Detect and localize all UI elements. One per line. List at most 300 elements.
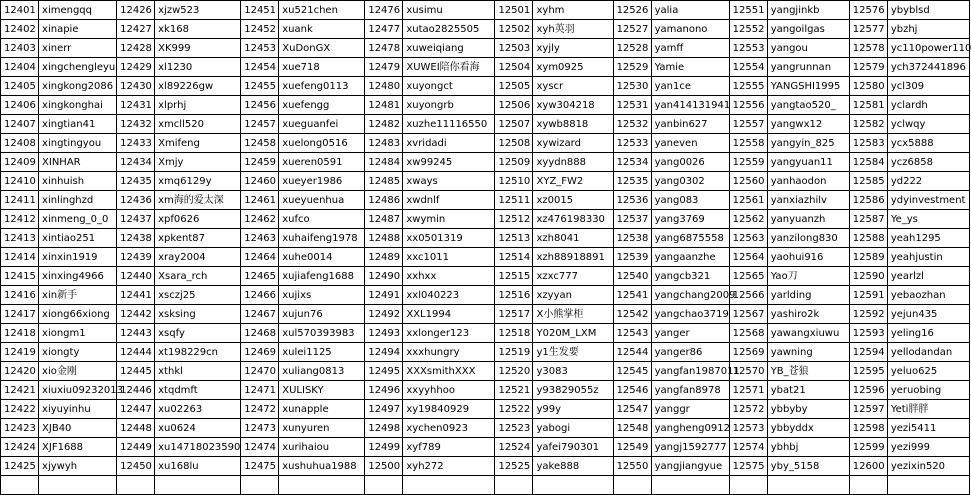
username-cell[interactable]: xujixs (279, 286, 365, 305)
id-cell[interactable]: 12428 (117, 39, 155, 58)
id-cell[interactable]: 12444 (117, 343, 155, 362)
id-cell[interactable]: 12528 (613, 39, 651, 58)
id-cell[interactable]: 12458 (241, 134, 279, 153)
id-cell[interactable]: 12401 (1, 1, 39, 20)
id-cell[interactable]: 12589 (849, 248, 887, 267)
id-cell[interactable]: 12517 (495, 305, 533, 324)
id-cell[interactable]: 12548 (613, 419, 651, 438)
id-cell[interactable]: 12523 (495, 419, 533, 438)
username-cell[interactable]: XULISKY (279, 381, 365, 400)
id-cell[interactable]: 12524 (495, 438, 533, 457)
username-cell[interactable]: yd222 (887, 172, 969, 191)
username-cell[interactable]: xue718 (279, 58, 365, 77)
username-cell[interactable]: xways (403, 172, 495, 191)
id-cell[interactable]: 12460 (241, 172, 279, 191)
username-cell[interactable]: xuyongrb (403, 96, 495, 115)
username-cell[interactable]: xiuxiu09232013 (39, 381, 117, 400)
id-cell[interactable]: 12402 (1, 20, 39, 39)
id-cell[interactable]: 12595 (849, 362, 887, 381)
id-cell[interactable]: 12470 (241, 362, 279, 381)
username-cell[interactable]: xu0624 (155, 419, 241, 438)
id-cell[interactable]: 12491 (365, 286, 403, 305)
id-cell[interactable]: 12407 (1, 115, 39, 134)
username-cell[interactable]: xsqfy (155, 324, 241, 343)
id-cell[interactable]: 12592 (849, 305, 887, 324)
username-cell[interactable]: yangjinkb (767, 1, 849, 20)
username-cell[interactable]: xusimu (403, 1, 495, 20)
username-cell[interactable]: yamff (651, 39, 729, 58)
username-cell[interactable]: yangcb321 (651, 267, 729, 286)
username-cell[interactable]: XYZ_FW2 (533, 172, 613, 191)
username-cell[interactable]: yarlding (767, 286, 849, 305)
username-cell[interactable]: yangtao520_ (767, 96, 849, 115)
username-cell[interactable]: yangchang2009 (651, 286, 729, 305)
username-cell[interactable]: xzh8041 (533, 229, 613, 248)
username-cell[interactable]: Xmifeng (155, 134, 241, 153)
id-cell[interactable]: 12495 (365, 362, 403, 381)
id-cell[interactable]: 12526 (613, 1, 651, 20)
username-cell[interactable]: xinerr (39, 39, 117, 58)
id-cell[interactable]: 12568 (729, 324, 767, 343)
username-cell[interactable]: yangfan1987011 (651, 362, 729, 381)
id-cell[interactable]: 12505 (495, 77, 533, 96)
id-cell[interactable]: 12549 (613, 438, 651, 457)
username-cell[interactable]: xl1230 (155, 58, 241, 77)
id-cell[interactable]: 12543 (613, 324, 651, 343)
username-cell[interactable]: yanzilong830 (767, 229, 849, 248)
id-cell[interactable]: 12551 (729, 1, 767, 20)
empty-cell[interactable] (495, 476, 533, 495)
username-cell[interactable]: xuelong0516 (279, 134, 365, 153)
username-cell[interactable]: yclwqy (887, 115, 969, 134)
id-cell[interactable]: 12502 (495, 20, 533, 39)
id-cell[interactable]: 12459 (241, 153, 279, 172)
username-cell[interactable]: xinapie (39, 20, 117, 39)
id-cell[interactable]: 12508 (495, 134, 533, 153)
username-cell[interactable]: yeling16 (887, 324, 969, 343)
id-cell[interactable]: 12579 (849, 58, 887, 77)
username-cell[interactable]: yanger (651, 324, 729, 343)
username-cell[interactable]: xu521chen (279, 1, 365, 20)
username-cell[interactable]: xxlonger123 (403, 324, 495, 343)
id-cell[interactable]: 12447 (117, 400, 155, 419)
id-cell[interactable]: 12487 (365, 210, 403, 229)
empty-cell[interactable] (117, 476, 155, 495)
username-cell[interactable]: xx0501319 (403, 229, 495, 248)
username-cell[interactable]: yafei790301 (533, 438, 613, 457)
id-cell[interactable]: 12539 (613, 248, 651, 267)
id-cell[interactable]: 12452 (241, 20, 279, 39)
id-cell[interactable]: 12522 (495, 400, 533, 419)
username-cell[interactable]: xingkonghai (39, 96, 117, 115)
username-cell[interactable]: xyf789 (403, 438, 495, 457)
username-cell[interactable]: yangjiangyue (651, 457, 729, 476)
id-cell[interactable]: 12501 (495, 1, 533, 20)
id-cell[interactable]: 12588 (849, 229, 887, 248)
username-cell[interactable]: xm海的爱太深 (155, 191, 241, 210)
empty-cell[interactable] (613, 476, 651, 495)
id-cell[interactable]: 12554 (729, 58, 767, 77)
username-cell[interactable]: xueyuenhua (279, 191, 365, 210)
id-cell[interactable]: 12445 (117, 362, 155, 381)
username-cell[interactable]: yake888 (533, 457, 613, 476)
username-cell[interactable]: yanxiazhilv (767, 191, 849, 210)
id-cell[interactable]: 12464 (241, 248, 279, 267)
username-cell[interactable]: yanger86 (651, 343, 729, 362)
empty-cell[interactable] (279, 476, 365, 495)
username-cell[interactable]: xingkong2086 (39, 77, 117, 96)
username-cell[interactable]: yangj1592777 (651, 438, 729, 457)
username-cell[interactable]: ych372441896 (887, 58, 969, 77)
empty-cell[interactable] (887, 476, 969, 495)
username-cell[interactable]: xutao2825505 (403, 20, 495, 39)
id-cell[interactable]: 12486 (365, 191, 403, 210)
username-cell[interactable]: xmq6129y (155, 172, 241, 191)
id-cell[interactable]: 12410 (1, 172, 39, 191)
username-cell[interactable]: XINHAR (39, 153, 117, 172)
id-cell[interactable]: 12489 (365, 248, 403, 267)
username-cell[interactable]: xyh英羽 (533, 20, 613, 39)
username-cell[interactable]: xulei1125 (279, 343, 365, 362)
id-cell[interactable]: 12536 (613, 191, 651, 210)
id-cell[interactable]: 12557 (729, 115, 767, 134)
username-cell[interactable]: xmcll520 (155, 115, 241, 134)
username-cell[interactable]: yawangxiuwu (767, 324, 849, 343)
username-cell[interactable]: yaneven (651, 134, 729, 153)
id-cell[interactable]: 12461 (241, 191, 279, 210)
username-cell[interactable]: yezixin520 (887, 457, 969, 476)
id-cell[interactable]: 12462 (241, 210, 279, 229)
id-cell[interactable]: 12515 (495, 267, 533, 286)
id-cell[interactable]: 12584 (849, 153, 887, 172)
id-cell[interactable]: 12418 (1, 324, 39, 343)
username-cell[interactable]: xuyongct (403, 77, 495, 96)
id-cell[interactable]: 12574 (729, 438, 767, 457)
username-cell[interactable]: xurihaiou (279, 438, 365, 457)
id-cell[interactable]: 12434 (117, 153, 155, 172)
username-cell[interactable]: YANGSHI1995 (767, 77, 849, 96)
id-cell[interactable]: 12450 (117, 457, 155, 476)
username-cell[interactable]: xu14718023590 (155, 438, 241, 457)
id-cell[interactable]: 12570 (729, 362, 767, 381)
id-cell[interactable]: 12497 (365, 400, 403, 419)
username-cell[interactable]: xu168lu (155, 457, 241, 476)
id-cell[interactable]: 12500 (365, 457, 403, 476)
id-cell[interactable]: 12599 (849, 438, 887, 457)
username-cell[interactable]: XK999 (155, 39, 241, 58)
username-cell[interactable]: xueyer1986 (279, 172, 365, 191)
username-cell[interactable]: xushuhua1988 (279, 457, 365, 476)
id-cell[interactable]: 12421 (1, 381, 39, 400)
id-cell[interactable]: 12451 (241, 1, 279, 20)
username-cell[interactable]: YB_苍狼 (767, 362, 849, 381)
id-cell[interactable]: 12414 (1, 248, 39, 267)
id-cell[interactable]: 12405 (1, 77, 39, 96)
username-cell[interactable]: y3083 (533, 362, 613, 381)
username-cell[interactable]: XUWEI陪你看海 (403, 58, 495, 77)
username-cell[interactable]: xinxing4966 (39, 267, 117, 286)
id-cell[interactable]: 12477 (365, 20, 403, 39)
username-cell[interactable]: xul570393983 (279, 324, 365, 343)
username-cell[interactable]: xxc1011 (403, 248, 495, 267)
id-cell[interactable]: 12499 (365, 438, 403, 457)
id-cell[interactable]: 12531 (613, 96, 651, 115)
username-cell[interactable]: xyhm (533, 1, 613, 20)
id-cell[interactable]: 12424 (1, 438, 39, 457)
id-cell[interactable]: 12482 (365, 115, 403, 134)
username-cell[interactable]: xzxc777 (533, 267, 613, 286)
id-cell[interactable]: 12506 (495, 96, 533, 115)
id-cell[interactable]: 12463 (241, 229, 279, 248)
id-cell[interactable]: 12480 (365, 77, 403, 96)
username-cell[interactable]: xinlinghzd (39, 191, 117, 210)
id-cell[interactable]: 12423 (1, 419, 39, 438)
username-cell[interactable]: ybbyddx (767, 419, 849, 438)
id-cell[interactable]: 12439 (117, 248, 155, 267)
username-cell[interactable]: yangrunnan (767, 58, 849, 77)
username-cell[interactable]: xuhe0014 (279, 248, 365, 267)
id-cell[interactable]: 12519 (495, 343, 533, 362)
id-cell[interactable]: 12573 (729, 419, 767, 438)
id-cell[interactable]: 12511 (495, 191, 533, 210)
username-cell[interactable]: xl89226gw (155, 77, 241, 96)
username-cell[interactable]: yellodandan (887, 343, 969, 362)
username-cell[interactable]: y93829055z (533, 381, 613, 400)
username-cell[interactable]: Yamie (651, 58, 729, 77)
id-cell[interactable]: 12484 (365, 153, 403, 172)
username-cell[interactable]: xz476198330 (533, 210, 613, 229)
username-cell[interactable]: xin新手 (39, 286, 117, 305)
username-cell[interactable]: xxhxx (403, 267, 495, 286)
username-cell[interactable]: xtqdmft (155, 381, 241, 400)
id-cell[interactable]: 12419 (1, 343, 39, 362)
id-cell[interactable]: 12547 (613, 400, 651, 419)
id-cell[interactable]: 12550 (613, 457, 651, 476)
id-cell[interactable]: 12468 (241, 324, 279, 343)
id-cell[interactable]: 12485 (365, 172, 403, 191)
username-cell[interactable]: Yao刀 (767, 267, 849, 286)
id-cell[interactable]: 12404 (1, 58, 39, 77)
id-cell[interactable]: 12546 (613, 381, 651, 400)
username-cell[interactable]: xy19840929 (403, 400, 495, 419)
username-cell[interactable]: xlprhj (155, 96, 241, 115)
id-cell[interactable]: 12507 (495, 115, 533, 134)
id-cell[interactable]: 12564 (729, 248, 767, 267)
id-cell[interactable]: 12449 (117, 438, 155, 457)
id-cell[interactable]: 12492 (365, 305, 403, 324)
id-cell[interactable]: 12498 (365, 419, 403, 438)
username-cell[interactable]: xuhaifeng1978 (279, 229, 365, 248)
id-cell[interactable]: 12403 (1, 39, 39, 58)
username-cell[interactable]: xwdnlf (403, 191, 495, 210)
id-cell[interactable]: 12600 (849, 457, 887, 476)
id-cell[interactable]: 12479 (365, 58, 403, 77)
username-cell[interactable]: yaohui916 (767, 248, 849, 267)
username-cell[interactable]: yejun435 (887, 305, 969, 324)
username-cell[interactable]: xk168 (155, 20, 241, 39)
username-cell[interactable]: Yeti胖胖 (887, 400, 969, 419)
username-cell[interactable]: xyh272 (403, 457, 495, 476)
id-cell[interactable]: 12483 (365, 134, 403, 153)
id-cell[interactable]: 12533 (613, 134, 651, 153)
id-cell[interactable]: 12503 (495, 39, 533, 58)
username-cell[interactable]: y1生发要 (533, 343, 613, 362)
empty-cell[interactable] (403, 476, 495, 495)
id-cell[interactable]: 12552 (729, 20, 767, 39)
username-cell[interactable]: yangfan8978 (651, 381, 729, 400)
username-cell[interactable]: xiongm1 (39, 324, 117, 343)
username-cell[interactable]: yc110power110 (887, 39, 969, 58)
id-cell[interactable]: 12577 (849, 20, 887, 39)
username-cell[interactable]: yanggr (651, 400, 729, 419)
username-cell[interactable]: xufco (279, 210, 365, 229)
username-cell[interactable]: yangoilgas (767, 20, 849, 39)
id-cell[interactable]: 12527 (613, 20, 651, 39)
id-cell[interactable]: 12436 (117, 191, 155, 210)
username-cell[interactable]: xinmeng_0_0 (39, 210, 117, 229)
username-cell[interactable]: xyjly (533, 39, 613, 58)
username-cell[interactable]: xychen0923 (403, 419, 495, 438)
username-cell[interactable]: yamanono (651, 20, 729, 39)
id-cell[interactable]: 12441 (117, 286, 155, 305)
id-cell[interactable]: 12493 (365, 324, 403, 343)
id-cell[interactable]: 12529 (613, 58, 651, 77)
id-cell[interactable]: 12442 (117, 305, 155, 324)
id-cell[interactable]: 12594 (849, 343, 887, 362)
empty-cell[interactable] (241, 476, 279, 495)
username-cell[interactable]: yezi5411 (887, 419, 969, 438)
username-cell[interactable]: xuank (279, 20, 365, 39)
id-cell[interactable]: 12597 (849, 400, 887, 419)
id-cell[interactable]: 12409 (1, 153, 39, 172)
id-cell[interactable]: 12575 (729, 457, 767, 476)
username-cell[interactable]: yangchao3719 (651, 305, 729, 324)
username-cell[interactable]: ydyinvestment (887, 191, 969, 210)
id-cell[interactable]: 12567 (729, 305, 767, 324)
username-cell[interactable]: xujiafeng1688 (279, 267, 365, 286)
username-cell[interactable]: yang0302 (651, 172, 729, 191)
id-cell[interactable]: 12471 (241, 381, 279, 400)
id-cell[interactable]: 12454 (241, 58, 279, 77)
id-cell[interactable]: 12426 (117, 1, 155, 20)
username-cell[interactable]: XJB40 (39, 419, 117, 438)
id-cell[interactable]: 12540 (613, 267, 651, 286)
username-cell[interactable]: xujun76 (279, 305, 365, 324)
username-cell[interactable]: yan1ce (651, 77, 729, 96)
username-cell[interactable]: xzyyan (533, 286, 613, 305)
id-cell[interactable]: 12525 (495, 457, 533, 476)
username-cell[interactable]: xueren0591 (279, 153, 365, 172)
id-cell[interactable]: 12412 (1, 210, 39, 229)
username-cell[interactable]: Ye_ys (887, 210, 969, 229)
empty-cell[interactable] (365, 476, 403, 495)
username-cell[interactable]: xym0925 (533, 58, 613, 77)
id-cell[interactable]: 12509 (495, 153, 533, 172)
username-cell[interactable]: xunyuren (279, 419, 365, 438)
id-cell[interactable]: 12420 (1, 362, 39, 381)
username-cell[interactable]: xintiao251 (39, 229, 117, 248)
id-cell[interactable]: 12578 (849, 39, 887, 58)
id-cell[interactable]: 12478 (365, 39, 403, 58)
username-cell[interactable]: xingchengleyu (39, 58, 117, 77)
username-cell[interactable]: xueguanfei (279, 115, 365, 134)
username-cell[interactable]: xz0015 (533, 191, 613, 210)
id-cell[interactable]: 12496 (365, 381, 403, 400)
id-cell[interactable]: 12416 (1, 286, 39, 305)
id-cell[interactable]: 12587 (849, 210, 887, 229)
username-cell[interactable]: xu02263 (155, 400, 241, 419)
empty-cell[interactable] (729, 476, 767, 495)
id-cell[interactable]: 12430 (117, 77, 155, 96)
empty-cell[interactable] (651, 476, 729, 495)
id-cell[interactable]: 12559 (729, 153, 767, 172)
id-cell[interactable]: 12514 (495, 248, 533, 267)
id-cell[interactable]: 12560 (729, 172, 767, 191)
id-cell[interactable]: 12558 (729, 134, 767, 153)
id-cell[interactable]: 12590 (849, 267, 887, 286)
username-cell[interactable]: yan414131941 (651, 96, 729, 115)
username-cell[interactable]: yashiro2k (767, 305, 849, 324)
username-cell[interactable]: xinhuish (39, 172, 117, 191)
username-cell[interactable]: xiong66xiong (39, 305, 117, 324)
username-cell[interactable]: Y020M_LXM (533, 324, 613, 343)
username-cell[interactable]: ycz6858 (887, 153, 969, 172)
id-cell[interactable]: 12518 (495, 324, 533, 343)
id-cell[interactable]: 12582 (849, 115, 887, 134)
id-cell[interactable]: 12446 (117, 381, 155, 400)
username-cell[interactable]: xpf0626 (155, 210, 241, 229)
username-cell[interactable]: X小熊掌柜 (533, 305, 613, 324)
id-cell[interactable]: 12583 (849, 134, 887, 153)
id-cell[interactable]: 12422 (1, 400, 39, 419)
id-cell[interactable]: 12406 (1, 96, 39, 115)
username-cell[interactable]: yeah1295 (887, 229, 969, 248)
id-cell[interactable]: 12465 (241, 267, 279, 286)
username-cell[interactable]: yabogi (533, 419, 613, 438)
username-cell[interactable]: xunapple (279, 400, 365, 419)
username-cell[interactable]: xthkl (155, 362, 241, 381)
id-cell[interactable]: 12512 (495, 210, 533, 229)
id-cell[interactable]: 12565 (729, 267, 767, 286)
username-cell[interactable]: xio金刚 (39, 362, 117, 381)
id-cell[interactable]: 12535 (613, 172, 651, 191)
id-cell[interactable]: 12593 (849, 324, 887, 343)
username-cell[interactable]: yangwx12 (767, 115, 849, 134)
id-cell[interactable]: 12456 (241, 96, 279, 115)
username-cell[interactable]: XJF1688 (39, 438, 117, 457)
username-cell[interactable]: XXXsmithXXX (403, 362, 495, 381)
id-cell[interactable]: 12469 (241, 343, 279, 362)
id-cell[interactable]: 12542 (613, 305, 651, 324)
id-cell[interactable]: 12413 (1, 229, 39, 248)
id-cell[interactable]: 12598 (849, 419, 887, 438)
username-cell[interactable]: yeruobing (887, 381, 969, 400)
username-cell[interactable]: xinxin1919 (39, 248, 117, 267)
id-cell[interactable]: 12563 (729, 229, 767, 248)
username-cell[interactable]: xzh88918891 (533, 248, 613, 267)
id-cell[interactable]: 12415 (1, 267, 39, 286)
username-cell[interactable]: yebaozhan (887, 286, 969, 305)
username-cell[interactable]: ybyblsd (887, 1, 969, 20)
id-cell[interactable]: 12429 (117, 58, 155, 77)
id-cell[interactable]: 12553 (729, 39, 767, 58)
id-cell[interactable]: 12474 (241, 438, 279, 457)
username-cell[interactable]: xjzw523 (155, 1, 241, 20)
id-cell[interactable]: 12561 (729, 191, 767, 210)
id-cell[interactable]: 12581 (849, 96, 887, 115)
id-cell[interactable]: 12538 (613, 229, 651, 248)
username-cell[interactable]: xsksing (155, 305, 241, 324)
